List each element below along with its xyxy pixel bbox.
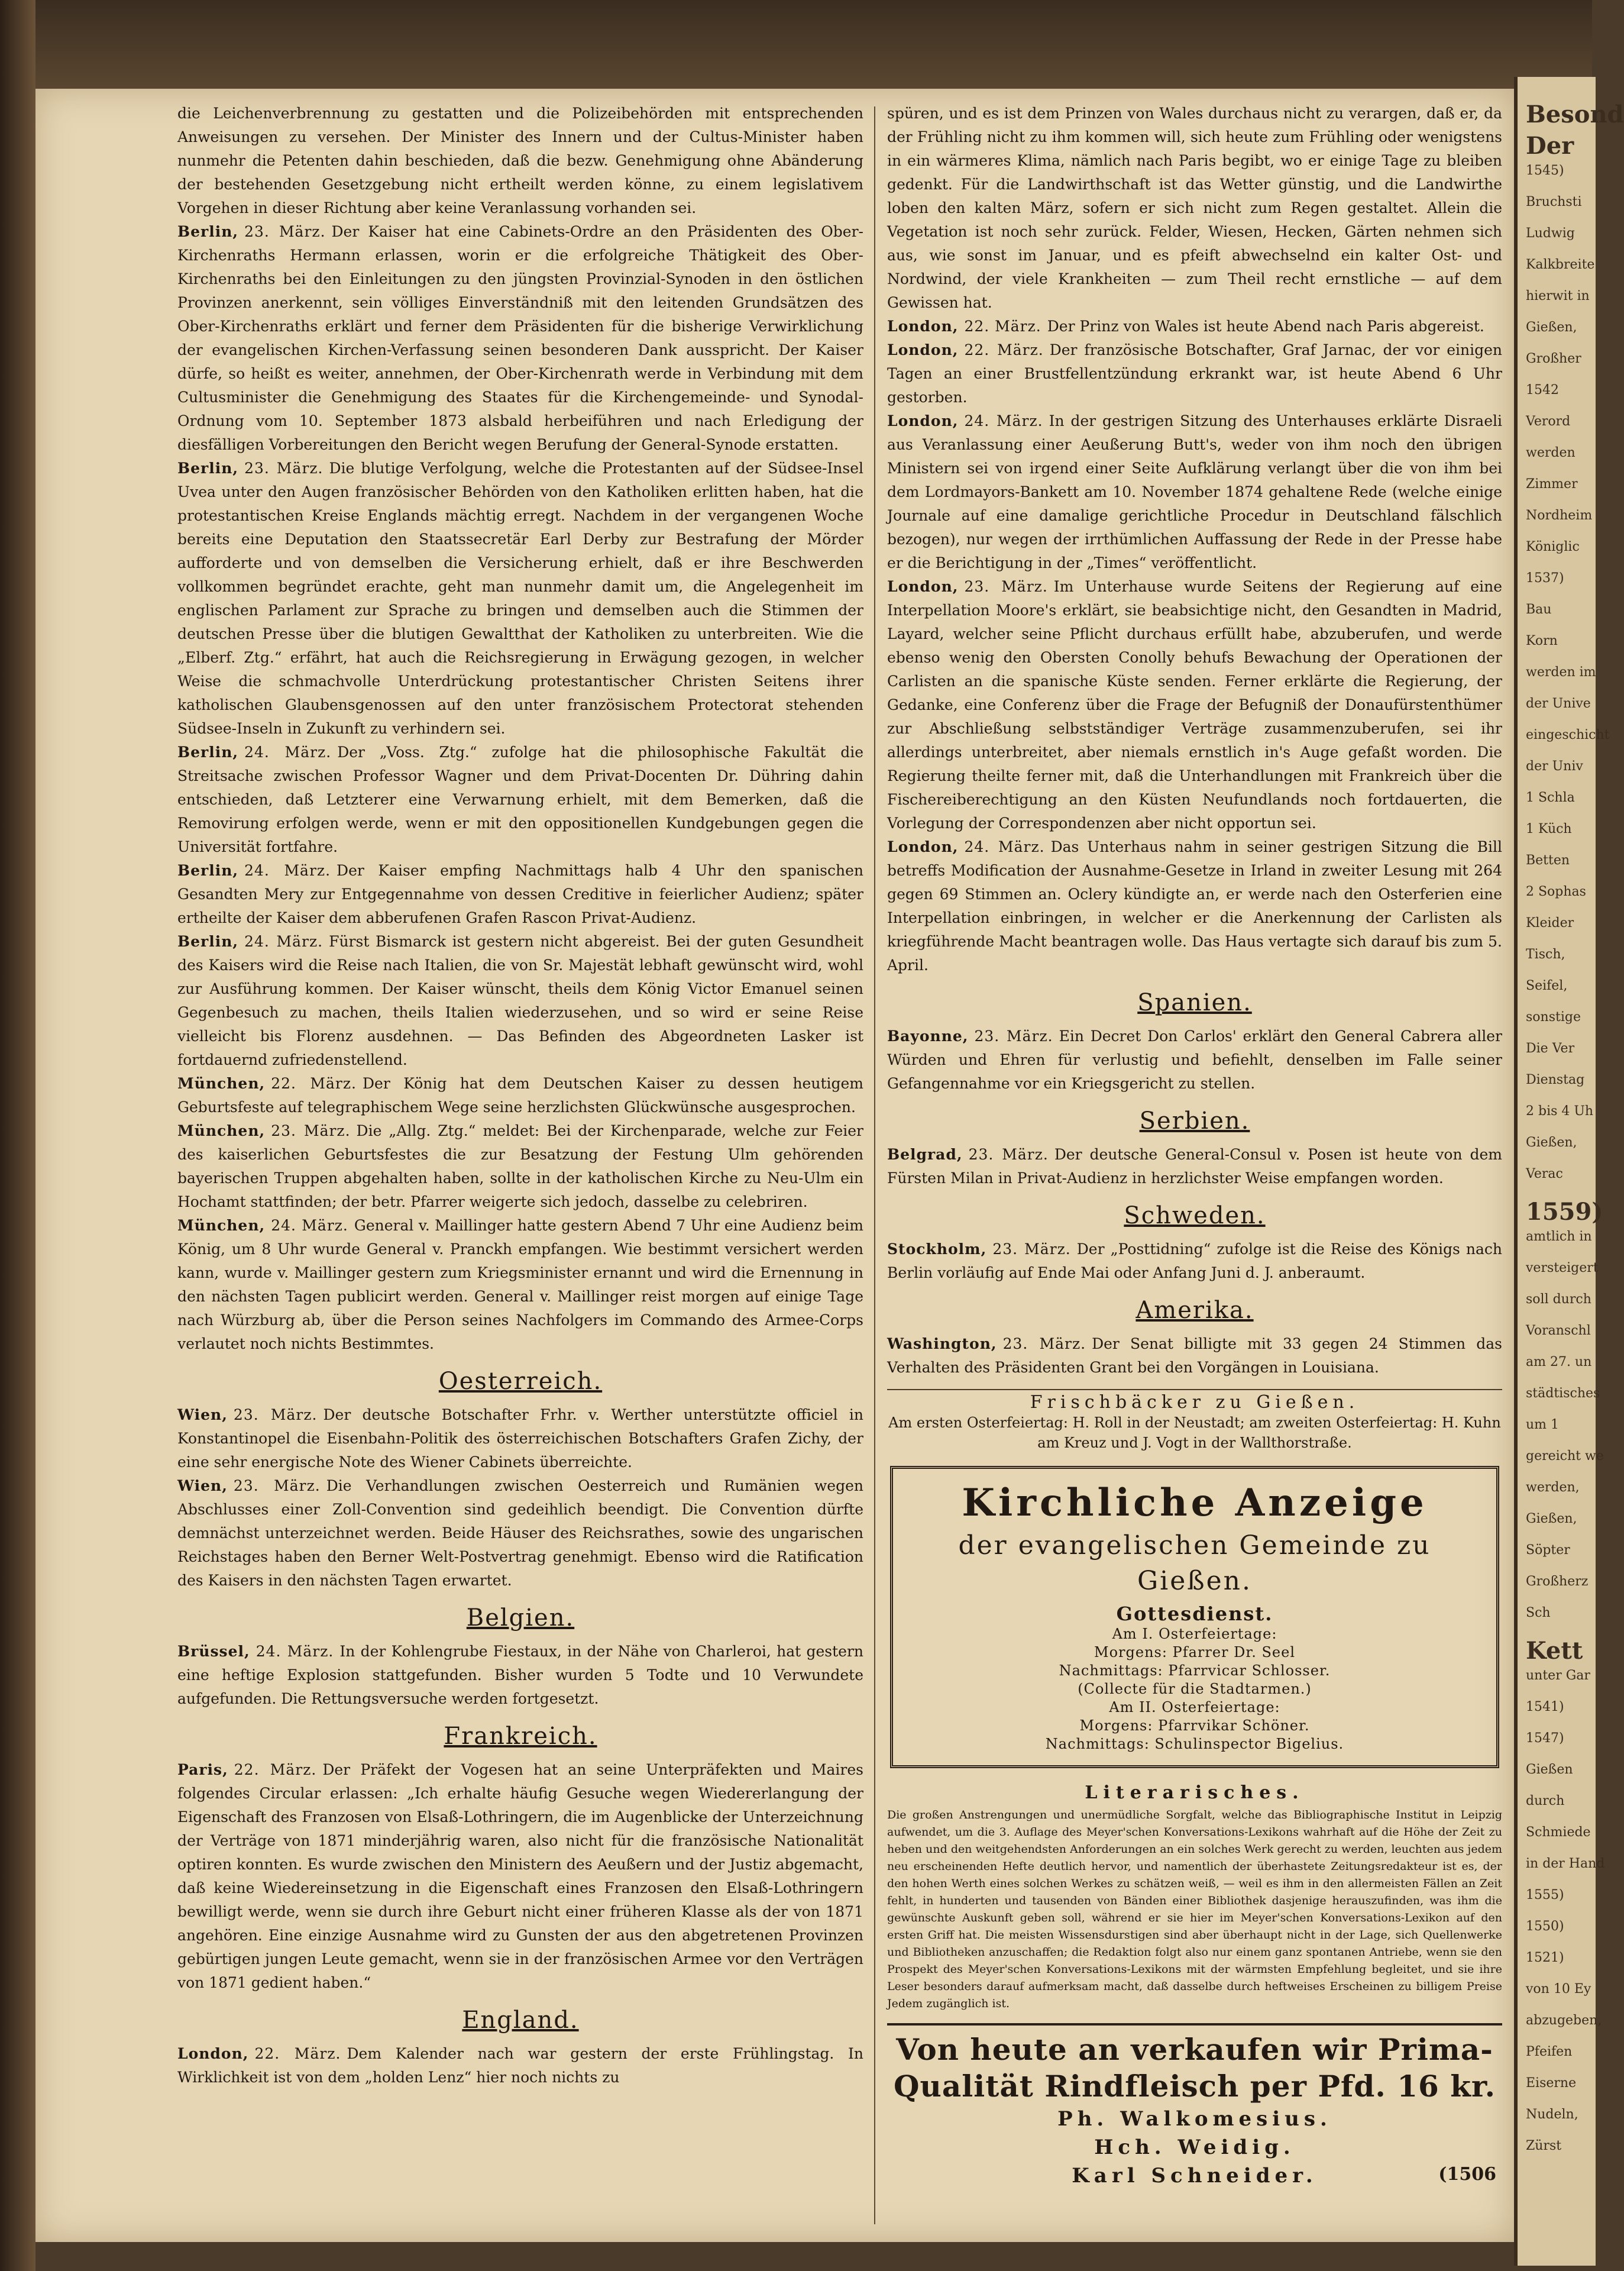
article-text: Der Präfekt der Vogesen hat an seine Unterpräfekten und Maires folgendes Circular erlassen: „Ich erhalte häufig Gesuche wegen Wiedererlangung der Eigenschaft des Franzosen von Elsaß-Lothringern, die im Augenblicke der Unterzeichnung der Verträge von 1871 minderjährig waren, also nicht für die französische Nationalität optiren konnten. Es wurde zwischen den Ministern des Aeußern und der Justiz abgemacht, daß keine Wiedereinsetzung in die Eigenschaft eines Franzosen den Elsaß-Lothringern bewilligt werde, wenn sie durch ihre Geburt nicht einer früheren Klasse als der von 1871 angehören. Eine einzige Ausnahme wird zu Gunsten der aus den abgetretenen Provinzen gebürtigen jungen Leute gemacht, wenn sie in der französischen Armee vor den Verträgen von 1871 gedient haben.“ (177, 1761, 863, 1991)
right-column (887, 102, 1503, 2188)
section-heading: Frankreich. (444, 1723, 597, 1750)
left-column (177, 102, 863, 2089)
article-text: Der Prinz von Wales ist heute Abend nach Paris abgereist. (1047, 318, 1484, 335)
article-dateline: Stockholm, (887, 1241, 987, 1258)
ad-name: Hch. Weidig. (1094, 2136, 1295, 2159)
next-page-fragment: Ludwig (1526, 226, 1575, 241)
article-date: 23. März. (244, 460, 323, 477)
next-page-fragment: von 10 Ey (1526, 1982, 1591, 1997)
next-page-fragment: Verord (1526, 414, 1571, 429)
news-article (177, 1758, 863, 1995)
next-page-fragment: Bau (1526, 602, 1552, 617)
next-page-fragment: 1550) (1526, 1919, 1564, 1934)
next-page-fragment: Betten (1526, 853, 1570, 868)
church-line: Nachmittags: Schulinspector Bigelius. (1045, 1736, 1344, 1752)
bakers-text: Am ersten Osterfeiertag: H. Roll in der Neustadt; am zweiten Osterfeiertag: H. Kuhn am Kreuz und J. Vogt in der Wallthorstraße. (888, 1414, 1501, 1451)
next-page-fragment: Der (1526, 132, 1574, 160)
adjacent-page-edge (1514, 77, 1624, 2266)
article-date: 23. März. (974, 1028, 1053, 1045)
next-page-fragment: Nordheim (1526, 508, 1593, 523)
next-page-fragment: städtisches (1526, 1386, 1600, 1401)
article-date: 24. März. (964, 412, 1043, 429)
article-text: Der König hat dem Deutschen Kaiser zu dessen heutigem Geburtsfeste auf telegraphischem Wege seine herzlichsten Glückwünsche ausgesprochen. (177, 1075, 864, 1116)
butcher-advertisement (887, 2023, 1502, 2188)
next-page-fragment: 2 Sophas (1526, 884, 1586, 899)
next-page-fragment: Tisch, (1526, 947, 1565, 962)
article-date: 22. März. (964, 318, 1041, 335)
church-line: Morgens: Pfarrvikar Schöner. (1079, 1717, 1310, 1734)
article-date: 24. März. (244, 744, 332, 761)
article-text: Fürst Bismarck ist gestern nicht abgereist. Bei der guten Gesundheit des Kaisers wird die Reise nach Italien, die von Sr. Majestät lebhaft gewünscht wird, wohl zur Ausführung kommen. Der Kaiser wünscht, theils dem König Victor Emanuel seinen Gegenbesuch zu machen, theils Italien wiederzusehen, und so wird er seine Reise vielleicht bis Florenz ausdehnen. — Das Befinden des Abgeordneten Lasker ist fortdauernd zufriedenstellend. (177, 933, 863, 1068)
article-dateline: London, (887, 412, 959, 429)
next-page-fragment: Königlic (1526, 540, 1580, 554)
news-article (887, 1332, 1502, 1380)
next-page-fragment: der Univ (1526, 759, 1583, 774)
article-text: Der Kaiser empfing Nachmittags halb 4 Uhr den spanischen Gesandten Mery zur Entgegennahme von dessen Creditive in feierlicher Audienz; später ertheilte der Kaiser dem abberufenen Grafen Rascon Privat-Audienz. (177, 862, 864, 926)
news-article (887, 338, 1502, 409)
bakers-notice (887, 1389, 1502, 1453)
continued-paragraph (177, 102, 863, 220)
news-article (177, 1119, 863, 1214)
article-date: 24. März. (244, 933, 323, 950)
ad-reference-number: (1506 (1438, 2164, 1496, 2185)
article-text: General v. Maillinger hatte gestern Abend 7 Uhr eine Audienz beim König, um 8 Uhr wurde General v. Pranckh empfangen. Wie bestimmt versichert werden kann, wurde v. Maillinger gestern zum Kriegsminister ernannt und wird die Ernennung in den nächsten Tagen publicirt werden. General v. Maillinger reist morgen auf einige Tage nach Würzburg ab, über die Person seines Nachfolgers im Commando des Armee-Corps verlautet noch nichts Bestimmtes. (177, 1217, 863, 1352)
article-date: 23. März. (964, 578, 1048, 595)
next-page-fragment: Seifel, (1526, 978, 1568, 993)
article-dateline: London, (887, 318, 959, 335)
church-title: Kirchliche Anzeige (962, 1481, 1428, 1525)
next-page-fragment: Korn (1526, 634, 1558, 648)
article-text: In der gestrigen Sitzung des Unterhauses erklärte Disraeli aus Veranlassung einer Aeußerung Butt's, weder von ihm noch den übrigen Ministern sei von irgend einer Seite Aufklärung verlangt über die von ihm bei dem Lordmayors-Bankett am 10. November 1874 gehaltene Rede (welche einige Journale auf eine damalige gerichtliche Procedur in Deutschland fälschlich bezogen), nur wegen der irrthümlichen Auffassung der Rede in der Presse habe er die Berichtigung in der „Times“ veröffentlicht. (887, 412, 1503, 571)
next-page-fragment: Kett (1526, 1637, 1583, 1665)
next-page-fragment: Kalkbreite (1526, 257, 1595, 272)
article-date: 24. März. (255, 1643, 334, 1660)
next-page-fragment: Zimmer (1526, 477, 1578, 492)
next-page-fragment: am 27. un (1526, 1355, 1592, 1369)
next-page-fragment: 1545) (1526, 163, 1564, 178)
column-divider (874, 106, 875, 2224)
article-text: Der französische Botschafter, Graf Jarnac, der vor einigen Tagen an einer Brustfellentzündung erkrankt war, ist heute Abend 6 Uhr gestorben. (887, 341, 1502, 406)
next-page-fragment: Schmiede (1526, 1825, 1591, 1840)
article-text: Die „Allg. Ztg.“ meldet: Bei der Kirchenparade, welche zur Feier des kaiserlichen Geburtsfestes die zur Besatzung der Festung Ulm gehörenden bayerischen Truppen abgehalten haben, sollte in der katholischen Kirche zu Neu-Ulm ein Hochamt stattfinden; der betr. Pfarrer weigerte sich jedoch, dasselbe zu celebriren. (177, 1122, 863, 1210)
article-date: 24. März. (244, 862, 331, 879)
next-page-fragment: 1555) (1526, 1888, 1564, 1902)
next-page-fragment: werden im (1526, 665, 1596, 680)
next-page-fragment: versteigert (1526, 1261, 1599, 1275)
next-page-fragment: 1 Schla (1526, 790, 1575, 805)
article-dateline: Wien, (177, 1406, 228, 1423)
news-article (177, 741, 863, 859)
article-text: Der Kaiser hat eine Cabinets-Ordre an den Präsidenten des Ober-Kirchenraths Hermann erlassen, worin er die erfolgreiche Thätigkeit des Ober-Kirchenraths bei den Einleitungen zu den jüngsten Provinzial-Synoden in den östlichen Provinzen anerkennt, sein völliges Einverständniß mit den leitenden Grundsätzen des Ober-Kirchenraths erklärt und ferner dem Präsidenten für die bisherige Verwirklichung der evangelischen Kirchen-Verfassung seinen besonderen Dank ausspricht. Der Kaiser dürfe, so heißt es weiter, annehmen, der Ober-Kirchenrath werde in Verbindung mit dem Cultusminister die Genehmigung des Staates für die Kirchengemeinde- und Synodal-Ordnung vom 10. September 1873 alsbald herbeiführen und nach Erledigung der diesfälligen Vorbereitungen den Bericht wegen Berufung der General-Synode erstatten. (177, 223, 863, 453)
article-dateline: München, (177, 1217, 266, 1234)
article-date: 24. März. (271, 1217, 348, 1234)
news-article (887, 1025, 1502, 1096)
article-text: die Leichenverbrennung zu gestatten und die Polizeibehörden mit entsprechenden Anweisungen zu versehen. Der Minister des Innern und der Cultus-Minister haben nunmehr die Petenten dahin beschieden, daß die bezw. Genehmigung ohne Abänderung der bestehenden Gesetzgebung nicht ertheilt werden könne, zu einem legislativem Vorgehen in dieser Richtung aber keine Veranlassung vorhanden sei. (177, 105, 863, 217)
section-heading: Spanien. (1137, 989, 1252, 1016)
article-dateline: Berlin, (177, 460, 239, 477)
article-date: 22. März. (254, 2045, 341, 2062)
news-article (887, 1238, 1502, 1285)
next-page-fragment: Die Ver (1526, 1041, 1575, 1056)
next-page-fragment: eingeschicht (1526, 728, 1610, 742)
article-date: 23. März. (1002, 1335, 1086, 1352)
article-text: In der Kohlengrube Fiestaux, in der Nähe von Charleroi, hat gestern eine heftige Explosion stattgefunden. Bisher wurden 5 Todte und 10 Verwundete aufgefunden. Die Rettungsversuche werden fortgesetzt. (177, 1643, 863, 1707)
section-heading: Oesterreich. (438, 1368, 603, 1395)
article-date: 22. März. (271, 1075, 357, 1092)
section-heading: Belgien. (466, 1604, 575, 1632)
article-dateline: London, (887, 838, 959, 855)
next-page-fragment: Dienstag (1526, 1072, 1585, 1087)
news-article (887, 315, 1502, 338)
news-article (887, 1143, 1502, 1190)
news-article (177, 1072, 863, 1119)
next-page-fragment: werden (1526, 445, 1576, 460)
article-date: 23. März. (244, 223, 326, 240)
next-page-fragment: Pfeifen (1526, 2044, 1573, 2059)
next-page-fragment: werden, (1526, 1480, 1580, 1495)
church-line: Am I. Osterfeiertage: (1112, 1626, 1277, 1642)
article-text: Der „Voss. Ztg.“ zufolge hat die philosophische Fakultät die Streitsache zwischen Professor Wagner und dem Privat-Docenten Dr. Dühring dahin entschieden, daß Letzterer eine Verwarnung erhielt, mit dem Bemerken, daß die Removirung erfolgen werde, wenn er mit den oppositionellen Kundgebungen gegen die Universität fortfahre. (177, 744, 863, 855)
next-page-fragment: 1521) (1526, 1950, 1564, 1965)
next-page-fragment: Bruchsti (1526, 195, 1582, 209)
article-dateline: Brüssel, (177, 1643, 250, 1660)
next-page-fragment: 1542 (1526, 383, 1559, 398)
article-dateline: Belgrad, (887, 1146, 963, 1163)
article-dateline: London, (887, 578, 959, 595)
church-subtitle: der evangelischen Gemeinde zu Gießen. (958, 1530, 1431, 1596)
next-page-fragment: Gießen, (1526, 1511, 1577, 1526)
section-heading: England. (462, 2007, 579, 2034)
church-line: Am II. Osterfeiertage: (1109, 1699, 1280, 1716)
news-article (887, 835, 1502, 977)
section-heading: Serbien. (1139, 1107, 1250, 1135)
literary-text: Die großen Anstrengungen und unermüdliche Sorgfalt, welche das Bibliographische Institut in Leipzig aufwendet, um die 3. Auflage des Meyer'schen Konversations-Lexikons wahrhaft auf die Höhe der Zeit zu heben und den weitgehendsten Anforderungen an ein solches Werk gerecht zu werden, leuchten aus jedem neu erscheinenden Hefte deutlich hervor, und namentlich der überhastete Zeitungsredakteur ist es, der den hohen Werth eines solchen Werkes zu schätzen weiß, — weil es ihm in den allermeisten Fällen an Zeit fehlt, in hunderten und tausenden von Bänden einer Bibliothek dasjenige herauszufinden, was ihm die gewünschte Auskunft geben soll, während er sie hier im Meyer'schen Konversations-Lexikon auf den ersten Griff hat. Die meisten Wissensdurstigen sind aber überhaupt nicht in der Lage, sich Quellenwerke und Bibliotheken anzuschaffen; die Redaktion folgt also nur einem ganz spontanen Antriebe, wenn sie den Prospekt des Meyer'schen Konversations-Lexikons mit der wärmsten Empfehlung begleitet, und sie ihre Leser besonders darauf aufmerksam macht, daß dasselbe durch heftweises Erscheinen zu billigem Preise Jedem zugänglich ist. (887, 1808, 1502, 2010)
article-text: Der „Posttidning“ zufolge ist die Reise des Königs nach Berlin vorläufig auf Ende Mai oder Anfang Juni d. J. anberaumt. (887, 1241, 1503, 1281)
article-text: Ein Decret Don Carlos' erklärt den General Cabrera aller Würden und Ehren für verlustig und befiehlt, denselben im Falle seiner Gefangennahme vor ein Kriegsgericht zu stellen. (887, 1028, 1503, 1092)
next-page-fragment: Nudeln, (1526, 2107, 1578, 2122)
article-text: Im Unterhause wurde Seitens der Regierung auf eine Interpellation Moore's erklärt, sie beabsichtige nicht, den Gesandten in Madrid, Layard, welcher seine Pflicht durchaus erfüllt habe, abzuberufen, und werde ebenso wenig den Obersten Conolly behufs Bewachung der Operationen der Carlisten an die spanische Küste senden. Ferner erklärte die Regierung, der Gedanke, eine Conferenz über die Frage der Befugniß der Donaufürstenthümer zur Abschließung selbstständiger Verträge zusammenzuberufen, sei ihr allerdings unterbreitet, aber niemals ernstlich in's Auge gefaßt worden. Die Regierung theilte ferner mit, daß die Unterhandlungen mit Frankreich über die Fischereiberechtigung an den Küsten Neufundlands noch fortdauerten, die Vorlegung der Correspondenzen aber nicht opportun sei. (887, 578, 1502, 832)
article-dateline: München, (177, 1122, 266, 1139)
article-date: 23. März. (992, 1241, 1071, 1258)
next-page-fragment: 1541) (1526, 1700, 1564, 1714)
next-page-fragment: 1 Küch (1526, 822, 1572, 836)
next-page-fragment: Großherz (1526, 1574, 1589, 1589)
next-page-fragment: Gießen (1526, 1762, 1573, 1777)
news-article (177, 1214, 863, 1356)
church-line: (Collecte für die Stadtarmen.) (1078, 1681, 1312, 1697)
article-dateline: Washington, (887, 1335, 997, 1352)
book-gutter (0, 0, 35, 2271)
news-article (177, 1403, 863, 1474)
news-article (177, 457, 863, 741)
article-dateline: Berlin, (177, 744, 239, 761)
article-date: 24. März. (964, 838, 1045, 855)
next-page-fragment: 1537) (1526, 571, 1564, 586)
ad-line-2: Qualität Rindfleisch per Pfd. 16 kr. (893, 2069, 1496, 2104)
ad-name: Karl Schneider. (1072, 2164, 1318, 2188)
next-page-fragment: gereicht we (1526, 1449, 1604, 1464)
next-page-fragment: Söpter (1526, 1543, 1570, 1558)
next-page-fragment: Besond (1526, 101, 1624, 128)
article-text: Die blutige Verfolgung, welche die Protestanten auf der Südsee-Insel Uvea unter den Augen französischer Behörden von den Katholiken erlitten haben, hat die protestantischen Kreise Englands mächtig erregt. Nachdem in der vergangenen Woche bereits eine Deputation den Staatssecretär Earl Derby zur Bestrafung der Mörder aufforderte und von demselben die Versicherung erhielt, daß er ihre Beschwerden vollkommen begründet erachte, geht man nunmehr damit um, die Angelegenheit im englischen Parlament zur Sprache zu bringen und demselben auch die Stimmen der deutschen Presse über die blutigen Gewaltthat der Katholiken zu unterbreiten. Wie die „Elberf. Ztg.“ erfährt, hat auch die Reichsregierung in Erwägung gezogen, in welcher Weise die schmachvolle Unterdrückung protestantischer Christen Seitens ihrer katholischen Glaubensgenossen auf den unter französischem Protectorat stehenden Südsee-Inseln in Zukunft zu verhindern sei. (177, 460, 863, 737)
news-article (887, 409, 1502, 575)
article-date: 23. März. (968, 1146, 1049, 1163)
news-article (177, 859, 863, 930)
article-date: 22. März. (964, 341, 1044, 358)
next-page-fragment: 1559) (1526, 1198, 1603, 1226)
article-dateline: Berlin, (177, 223, 239, 240)
news-article (887, 575, 1502, 835)
article-dateline: London, (887, 341, 959, 358)
section-heading: Schweden. (1124, 1202, 1266, 1229)
bakers-heading: Frischbäcker zu Gießen. (1030, 1392, 1360, 1413)
article-date: 23. März. (233, 1477, 321, 1494)
newspaper-page (35, 89, 1514, 2242)
article-date: 22. März. (234, 1761, 317, 1778)
next-page-fragment: unter Gar (1526, 1668, 1590, 1683)
next-page-fragment: durch (1526, 1794, 1565, 1808)
church-notice (890, 1466, 1499, 1768)
news-article (177, 1474, 863, 1592)
section-heading: Amerika. (1135, 1297, 1254, 1324)
next-page-fragment: abzugeben, (1526, 2013, 1602, 2028)
article-text: Der deutsche General-Consul v. Posen ist heute von dem Fürsten Milan in Privat-Audienz in herzlichster Weise empfangen worden. (887, 1146, 1502, 1187)
article-dateline: Berlin, (177, 862, 239, 879)
next-page-fragment: Sch (1526, 1605, 1551, 1620)
church-line: Nachmittags: Pfarrvicar Schlosser. (1059, 1662, 1331, 1679)
article-dateline: München, (177, 1075, 266, 1092)
article-text: Der Senat billigte mit 33 gegen 24 Stimmen das Verhalten des Präsidenten Grant bei den Vorgängen in Louisiana. (887, 1335, 1503, 1376)
next-page-fragment: amtlich in (1526, 1229, 1592, 1244)
news-article (177, 1640, 863, 1711)
right-articles (887, 102, 1502, 1380)
article-dateline: London, (177, 2045, 249, 2062)
news-article (177, 220, 863, 457)
article-text: Dem Kalender nach war gestern der erste Frühlingstag. In Wirklichkeit ist von dem „holden Lenz“ hier noch nichts zu (177, 2045, 863, 2086)
next-page-fragment: Gießen, (1526, 1135, 1577, 1150)
article-date: 23. März. (271, 1122, 351, 1139)
next-page-fragment: hierwit in (1526, 289, 1590, 303)
continued-paragraph (887, 102, 1502, 315)
next-page-fragment: Voranschl (1526, 1323, 1591, 1338)
next-page-fragment: in der Hand (1526, 1856, 1605, 1871)
next-page-fragment: soll durch (1526, 1292, 1591, 1307)
news-article (177, 930, 863, 1072)
next-page-fragment: Großher (1526, 351, 1581, 366)
next-page-fragment: 2 bis 4 Uh (1526, 1104, 1594, 1119)
next-page-fragment: sonstige (1526, 1010, 1581, 1025)
literary-heading: Literarisches. (1085, 1782, 1305, 1803)
article-text: Die Verhandlungen zwischen Oesterreich und Rumänien wegen Abschlusses einer Zoll-Convention sind gedeihlich beendigt. Die Convention dürfte demnächst unterzeichnet werden. Beide Häuser des Reichsrathes, sowie des ungarischen Reichstages haben den Berner Welt-Postvertrag genehmigt. Ebenso wird die Ratification des Kaisers in den nächsten Tagen erwartet. (177, 1477, 863, 1589)
next-page-fragment: um 1 (1526, 1417, 1560, 1432)
next-page-fragment: Eiserne (1526, 2076, 1577, 2091)
news-article (177, 2042, 863, 2089)
article-text: Das Unterhaus nahm in seiner gestrigen Sitzung die Bill betreffs Modification der Ausnahme-Gesetze in Irland in zweiter Lesung mit 264 gegen 69 Stimmen an. Oclery kündigte an, er werde nach den Osterferien eine Interpellation einbringen, in welcher er die Anerkennung der Carlisten als kriegführende Macht beantragen wolle. Das Haus vertagte sich darauf bis zum 5. April. (887, 838, 1502, 974)
next-page-fragment: Verac (1526, 1167, 1563, 1181)
next-page-fragment: Kleider (1526, 916, 1574, 931)
next-page-fragment: der Unive (1526, 696, 1591, 711)
next-page-fragment: Gießen, (1526, 320, 1577, 335)
article-dateline: Paris, (177, 1761, 228, 1778)
church-line: Morgens: Pfarrer Dr. Seel (1094, 1644, 1295, 1661)
article-dateline: Berlin, (177, 933, 239, 950)
next-page-fragment: Zürst (1526, 2138, 1562, 2153)
scan-top-border (0, 0, 1592, 89)
ad-name: Ph. Walkomesius. (1057, 2107, 1332, 2131)
ad-line-1: Von heute an verkaufen wir Prima- (896, 2032, 1493, 2067)
article-dateline: Bayonne, (887, 1028, 969, 1045)
article-dateline: Wien, (177, 1477, 228, 1494)
article-date: 23. März. (233, 1406, 318, 1423)
next-page-fragment: 1547) (1526, 1731, 1564, 1746)
article-text: Der deutsche Botschafter Frhr. v. Werther unterstützte officiel in Konstantinopel die Eisenbahn-Politik des österreichischen Botschafters Grafen Zichy, der eine sehr energische Note des Wiener Cabinets überreichte. (177, 1406, 864, 1471)
article-text: spüren, und es ist dem Prinzen von Wales durchaus nicht zu verargen, daß er, da der Frühling nicht zu ihm kommen will, sich heute zum Frühling oder wenigstens in ein wärmeres Klima, nämlich nach Paris begibt, wo er einige Tage zu bleiben gedenkt. Für die Landwirthschaft ist das Wetter günstig, und die Landwirthe loben den kalten März, sofern er sich nicht zum Regen gestaltet. Allein die Vegetation ist noch sehr zurück. Felder, Wiesen, Hecken, Gärten nehmen sich aus, wie sonst im Januar, und es pfeift abwechselnd ein kalter Ost- und Nordwind, der viele Krankheiten — zum Theil recht ernstliche — auf dem Gewissen hat. (887, 105, 1502, 311)
church-service: Gottesdienst. (1116, 1603, 1273, 1625)
